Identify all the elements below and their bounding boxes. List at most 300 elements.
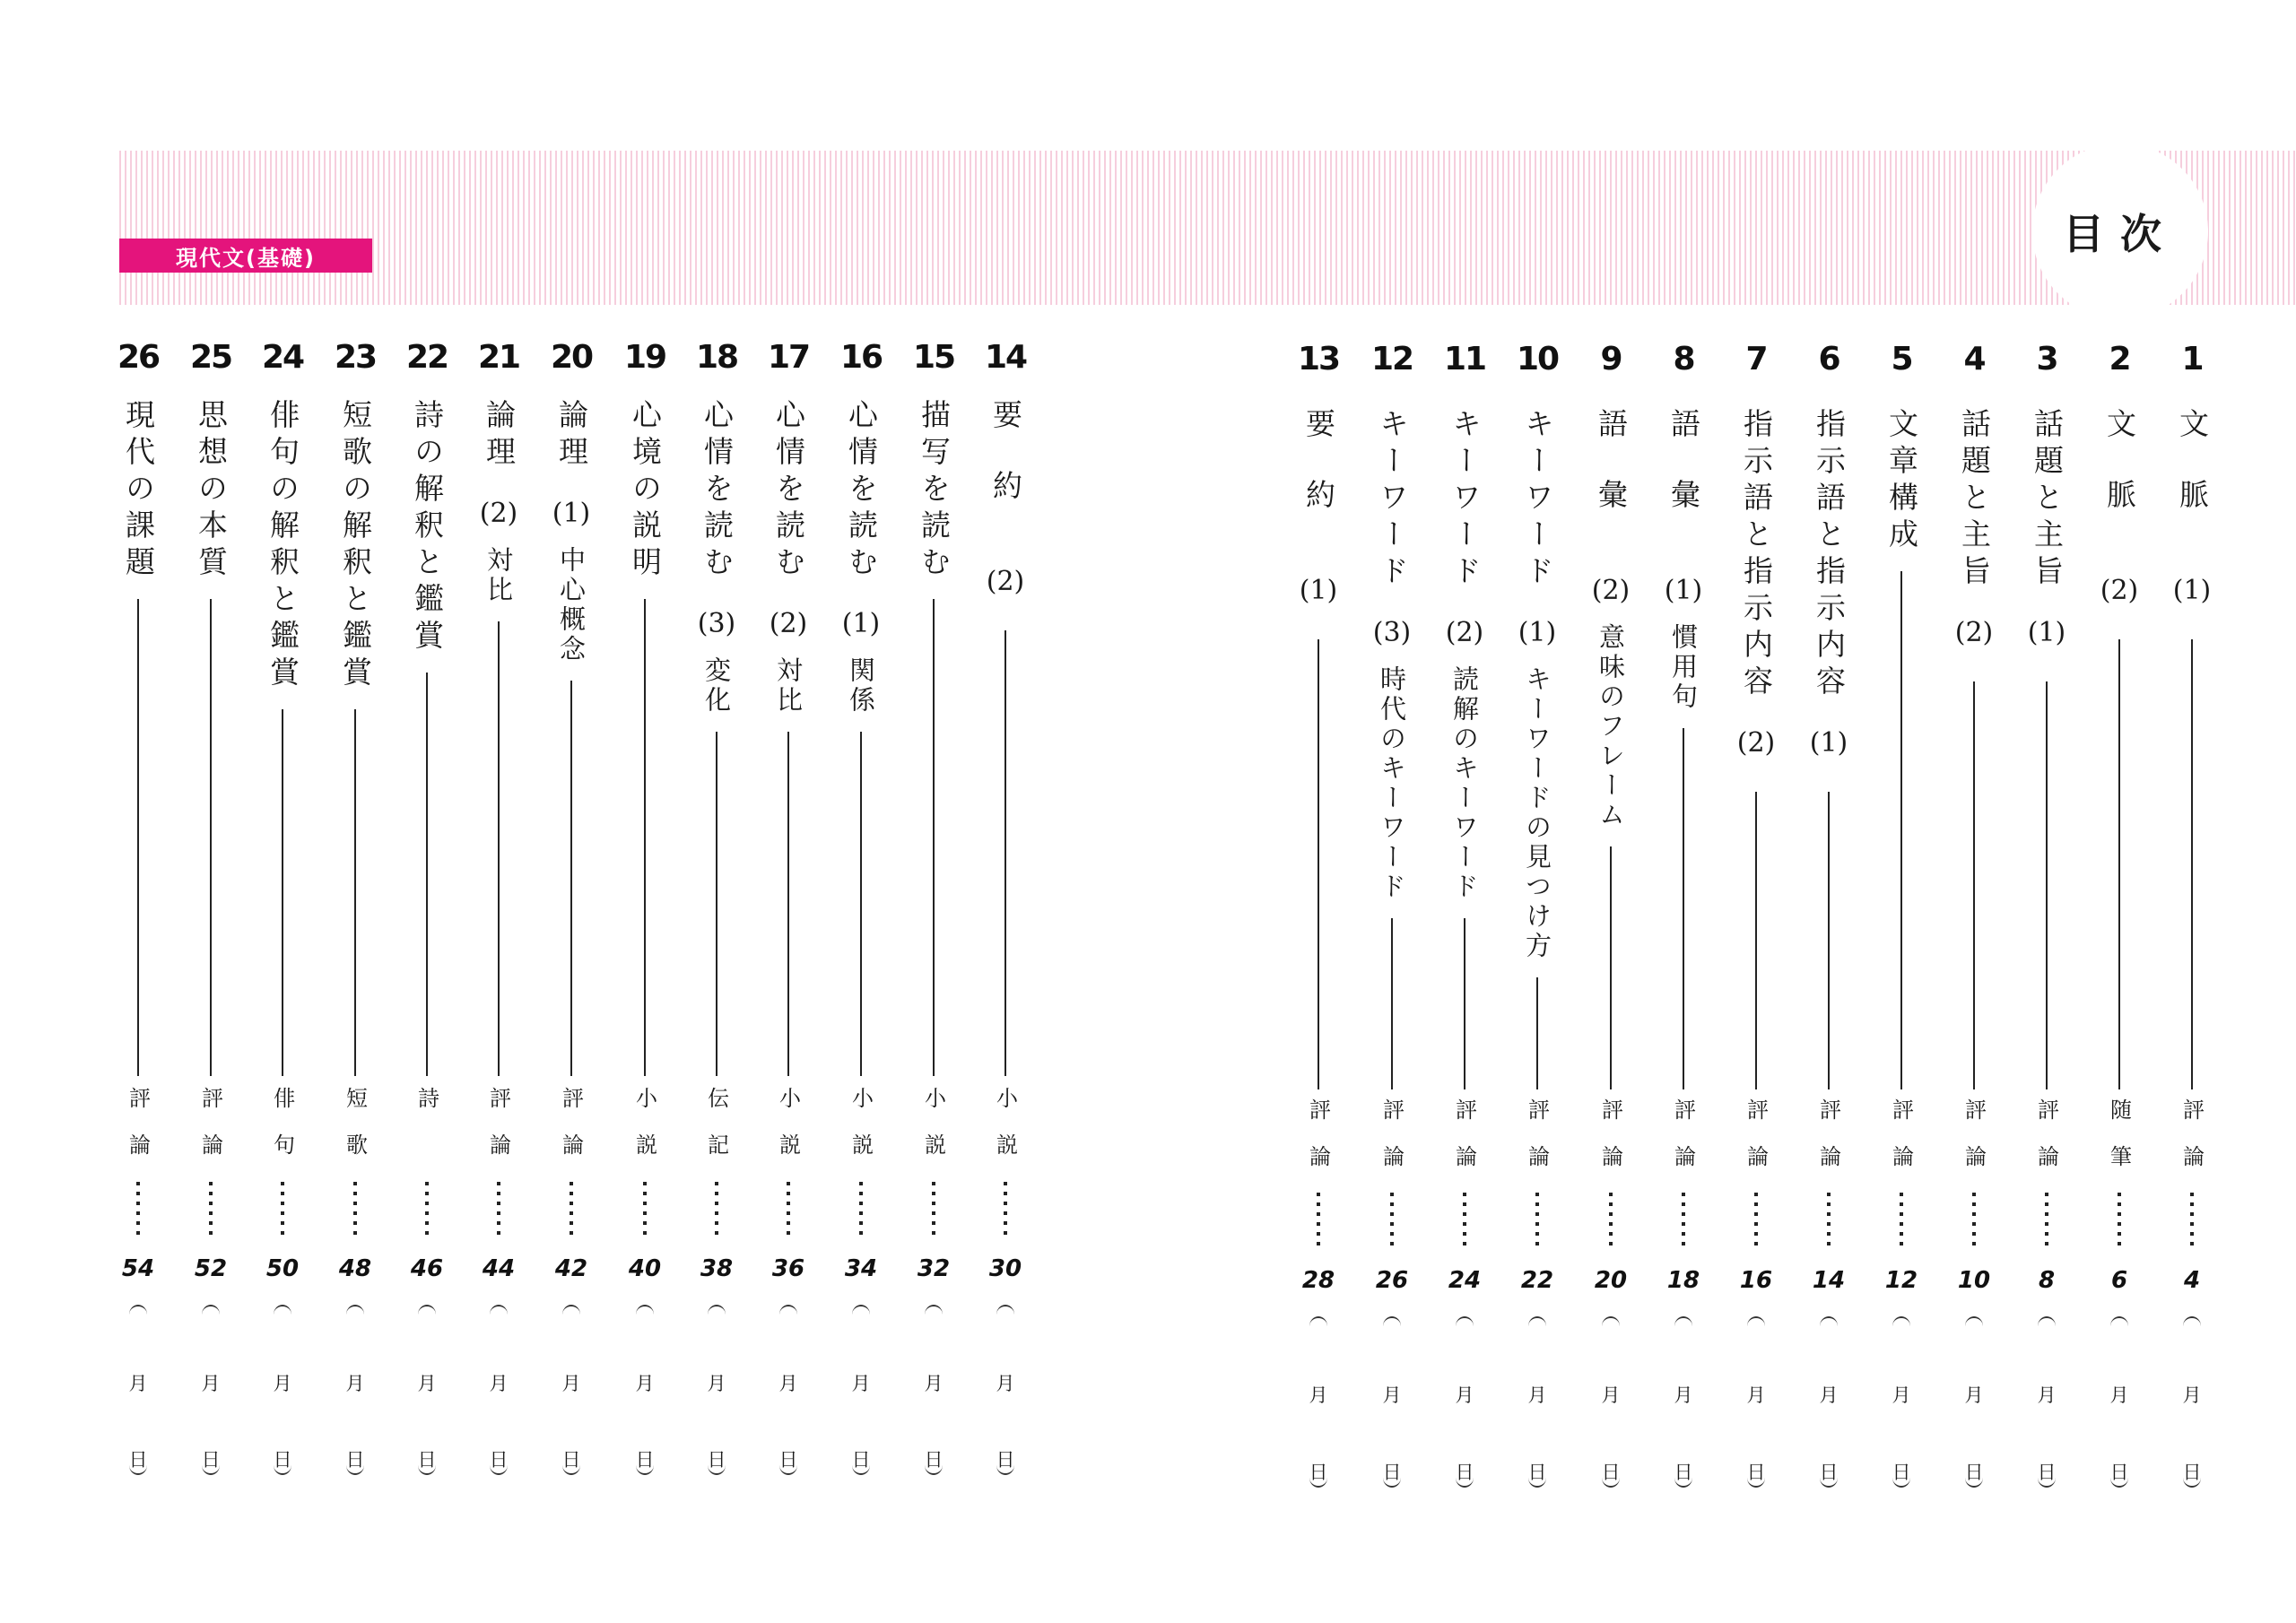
lesson-title: 心境の説明 bbox=[628, 399, 663, 583]
genre-label: 小説 bbox=[775, 1087, 801, 1180]
page-number[interactable]: 52 bbox=[194, 1255, 228, 1282]
month-label: 月 bbox=[1674, 1384, 1693, 1406]
date-bracket-close bbox=[129, 1465, 147, 1475]
lesson-part-number: (1) bbox=[552, 498, 591, 529]
day-label: 日 bbox=[1892, 1462, 1911, 1483]
page-number[interactable]: 6 bbox=[2110, 1267, 2128, 1294]
leader-line bbox=[2046, 681, 2048, 1089]
leader-line bbox=[210, 599, 212, 1076]
lesson-part-number: (1) bbox=[1518, 617, 1557, 648]
lesson-title: 要約 bbox=[1301, 408, 1336, 550]
day-label: 日 bbox=[2037, 1462, 2057, 1483]
date-bracket-open bbox=[418, 1305, 436, 1315]
date-bracket-open bbox=[1965, 1316, 1983, 1326]
toc-entry-17[interactable] bbox=[752, 0, 824, 1524]
leader-line bbox=[1536, 977, 1538, 1089]
genre-label: 評論 bbox=[1524, 1098, 1550, 1192]
genre-label: 評論 bbox=[1815, 1098, 1841, 1192]
lesson-title-block bbox=[1720, 408, 1792, 776]
lesson-title: 心情を読む bbox=[844, 399, 879, 583]
date-bracket-open bbox=[1674, 1316, 1692, 1326]
date-bracket-close bbox=[1383, 1478, 1401, 1488]
lesson-title-block bbox=[1866, 408, 1937, 555]
toc-entry-4[interactable] bbox=[1938, 0, 2010, 1524]
page-number[interactable]: 12 bbox=[1884, 1267, 1918, 1294]
lesson-title-block bbox=[752, 399, 824, 716]
leader-line bbox=[1391, 918, 1393, 1089]
month-label: 月 bbox=[1527, 1384, 1547, 1406]
leader-line bbox=[2118, 639, 2120, 1089]
date-bracket-open bbox=[2110, 1316, 2128, 1326]
leader-line bbox=[1828, 792, 1830, 1089]
genre-label: 評論 bbox=[197, 1087, 223, 1180]
date-bracket-open bbox=[202, 1305, 220, 1315]
lesson-number: 16 bbox=[839, 339, 883, 376]
month-label: 月 bbox=[417, 1373, 437, 1394]
date-bracket-close bbox=[418, 1465, 436, 1475]
toc-entry-16[interactable] bbox=[825, 0, 897, 1524]
month-label: 月 bbox=[924, 1373, 944, 1394]
lesson-number: 15 bbox=[912, 339, 955, 376]
lesson-number: 9 bbox=[1600, 341, 1622, 378]
lesson-title-block bbox=[2083, 408, 2155, 623]
page-number[interactable]: 44 bbox=[482, 1255, 516, 1282]
genre-label: 俳句 bbox=[269, 1087, 295, 1180]
lesson-part-number: (1) bbox=[2027, 617, 2066, 648]
leader-line bbox=[1755, 792, 1757, 1089]
date-bracket-close bbox=[490, 1465, 508, 1475]
toc-entry-5[interactable] bbox=[1866, 0, 1937, 1524]
lesson-part-number: (2) bbox=[986, 566, 1025, 597]
genre-label: 小説 bbox=[631, 1087, 657, 1180]
lesson-number: 1 bbox=[2181, 341, 2203, 378]
date-bracket-open bbox=[274, 1305, 291, 1315]
lesson-part-number: (2) bbox=[479, 498, 518, 529]
leader-dots bbox=[1463, 1193, 1466, 1246]
page-number[interactable]: 28 bbox=[1301, 1267, 1335, 1294]
day-label: 日 bbox=[1601, 1462, 1621, 1483]
page-number[interactable]: 16 bbox=[1739, 1267, 1773, 1294]
genre-label: 短歌 bbox=[342, 1087, 368, 1180]
page-number[interactable]: 8 bbox=[2038, 1267, 2056, 1294]
lesson-title: 現代の課題 bbox=[121, 399, 156, 583]
leader-dots bbox=[570, 1182, 573, 1236]
page-number[interactable]: 50 bbox=[265, 1255, 300, 1282]
leader-line bbox=[1900, 571, 1902, 1089]
leader-line bbox=[1610, 846, 1612, 1089]
date-bracket-close bbox=[636, 1465, 654, 1475]
date-bracket-open bbox=[708, 1305, 726, 1315]
leader-dots bbox=[353, 1182, 357, 1236]
leader-dots bbox=[859, 1182, 863, 1236]
date-bracket-open bbox=[346, 1305, 364, 1315]
day-label: 日 bbox=[1309, 1462, 1328, 1483]
page-title: 目次 bbox=[2032, 143, 2208, 319]
lesson-title: 詩の解釈と鑑賞 bbox=[410, 399, 445, 656]
leader-line bbox=[860, 732, 862, 1076]
day-label: 日 bbox=[417, 1449, 437, 1471]
page-number[interactable]: 46 bbox=[410, 1255, 444, 1282]
date-bracket-close bbox=[779, 1465, 797, 1475]
lesson-part-number: (1) bbox=[1299, 575, 1338, 606]
page-number[interactable]: 26 bbox=[1375, 1267, 1409, 1294]
genre-label: 評論 bbox=[558, 1087, 584, 1180]
day-label: 日 bbox=[1527, 1462, 1547, 1483]
lesson-part-number: (1) bbox=[1664, 575, 1703, 606]
lesson-part-number: (2) bbox=[2100, 575, 2139, 606]
lesson-title: 俳句の解釈と鑑賞 bbox=[265, 399, 300, 693]
leader-dots bbox=[2045, 1193, 2048, 1246]
genre-label: 評論 bbox=[1888, 1098, 1914, 1192]
page-number[interactable]: 18 bbox=[1666, 1267, 1700, 1294]
date-bracket-close bbox=[2183, 1478, 2201, 1488]
page-number[interactable]: 48 bbox=[338, 1255, 372, 1282]
lesson-number: 8 bbox=[1673, 341, 1694, 378]
date-bracket-open bbox=[2038, 1316, 2056, 1326]
date-bracket-close bbox=[1309, 1478, 1327, 1488]
date-bracket-close bbox=[562, 1465, 580, 1475]
lesson-subtitle: 慣用句 bbox=[1668, 623, 1699, 712]
day-label: 日 bbox=[345, 1449, 365, 1471]
leader-line bbox=[1464, 918, 1465, 1089]
month-label: 月 bbox=[851, 1373, 871, 1394]
page-number[interactable]: 20 bbox=[1594, 1267, 1628, 1294]
day-label: 日 bbox=[1746, 1462, 1766, 1483]
date-bracket-close bbox=[346, 1465, 364, 1475]
leader-dots bbox=[1827, 1193, 1831, 1246]
lesson-number: 10 bbox=[1516, 341, 1559, 378]
genre-label: 評論 bbox=[1597, 1098, 1623, 1192]
lesson-part-number: (2) bbox=[1954, 617, 1994, 648]
day-label: 日 bbox=[996, 1449, 1015, 1471]
lesson-title-block bbox=[898, 399, 970, 583]
lesson-title: 論理 bbox=[482, 399, 517, 473]
lesson-part-number: (2) bbox=[1591, 575, 1631, 606]
month-label: 月 bbox=[489, 1373, 509, 1394]
toc-entry-12[interactable] bbox=[1356, 0, 1428, 1524]
month-label: 月 bbox=[635, 1373, 655, 1394]
lesson-title-block bbox=[1793, 408, 1865, 776]
leader-dots bbox=[1682, 1193, 1685, 1246]
month-label: 月 bbox=[1746, 1384, 1766, 1406]
leader-line bbox=[1973, 681, 1975, 1089]
page-number[interactable]: 4 bbox=[2183, 1267, 2201, 1294]
leader-line bbox=[1004, 630, 1006, 1076]
date-bracket-close bbox=[1747, 1478, 1765, 1488]
leader-dots bbox=[1972, 1193, 1976, 1246]
leader-dots bbox=[425, 1182, 429, 1236]
month-label: 月 bbox=[1309, 1384, 1328, 1406]
lesson-subtitle: キーワードの見つけ方 bbox=[1522, 665, 1552, 961]
toc-entry-23[interactable] bbox=[319, 0, 391, 1524]
toc-entry-3[interactable] bbox=[2011, 0, 2083, 1524]
lesson-number: 5 bbox=[1891, 341, 1912, 378]
lesson-number: 2 bbox=[2109, 341, 2130, 378]
toc-entry-2[interactable] bbox=[2083, 0, 2155, 1524]
page-number[interactable]: 36 bbox=[771, 1255, 805, 1282]
leader-line bbox=[644, 599, 646, 1076]
genre-label: 評論 bbox=[1378, 1098, 1405, 1192]
date-bracket-close bbox=[274, 1465, 291, 1475]
leader-line bbox=[498, 621, 500, 1076]
toc-entry-6[interactable] bbox=[1793, 0, 1865, 1524]
leader-line bbox=[1683, 728, 1684, 1089]
leader-line bbox=[570, 681, 572, 1076]
genre-label: 随筆 bbox=[2106, 1098, 2132, 1192]
toc-entry-25[interactable] bbox=[175, 0, 247, 1524]
lesson-subtitle: 変化 bbox=[701, 656, 732, 716]
leader-dots bbox=[1390, 1193, 1394, 1246]
toc-entry-21[interactable] bbox=[463, 0, 535, 1524]
lesson-title-block bbox=[102, 399, 174, 583]
date-bracket-open bbox=[779, 1305, 797, 1315]
lesson-title-block bbox=[1938, 408, 2010, 665]
date-bracket-open bbox=[562, 1305, 580, 1315]
lesson-number: 23 bbox=[334, 339, 377, 376]
date-bracket-open bbox=[925, 1305, 943, 1315]
date-bracket-open bbox=[636, 1305, 654, 1315]
page-number[interactable]: 24 bbox=[1448, 1267, 1482, 1294]
lesson-subtitle: 中心概念 bbox=[556, 546, 587, 664]
genre-label: 評論 bbox=[1743, 1098, 1769, 1192]
toc-entry-1[interactable] bbox=[2156, 0, 2228, 1524]
lesson-subtitle: 意味のフレーム bbox=[1596, 623, 1626, 830]
month-label: 月 bbox=[273, 1373, 292, 1394]
genre-label: 評論 bbox=[1670, 1098, 1696, 1192]
toc-entry-20[interactable] bbox=[535, 0, 607, 1524]
month-label: 月 bbox=[561, 1373, 581, 1394]
lesson-title: キーワード bbox=[1520, 408, 1555, 592]
lesson-title: キーワード bbox=[1375, 408, 1410, 592]
leader-line bbox=[354, 709, 356, 1076]
date-bracket-close bbox=[925, 1465, 943, 1475]
lesson-title-block bbox=[970, 399, 1041, 614]
lesson-title: キーワード bbox=[1448, 408, 1483, 592]
page-number[interactable]: 34 bbox=[844, 1255, 878, 1282]
month-label: 月 bbox=[2109, 1384, 2129, 1406]
date-bracket-open bbox=[490, 1305, 508, 1315]
toc-entry-26[interactable] bbox=[102, 0, 174, 1524]
date-bracket-close bbox=[1892, 1478, 1910, 1488]
day-label: 日 bbox=[273, 1449, 292, 1471]
genre-label: 小説 bbox=[992, 1087, 1018, 1180]
lesson-title: 描写を読む bbox=[917, 399, 952, 583]
leader-dots bbox=[136, 1182, 140, 1236]
lesson-title-block bbox=[2011, 408, 2083, 665]
lesson-title: 文脈 bbox=[2102, 408, 2137, 550]
day-label: 日 bbox=[1674, 1462, 1693, 1483]
toc-entry-19[interactable] bbox=[609, 0, 681, 1524]
leader-dots bbox=[209, 1182, 213, 1236]
toc-entry-13[interactable] bbox=[1283, 0, 1354, 1524]
leader-line bbox=[716, 732, 718, 1076]
leader-dots bbox=[2118, 1193, 2121, 1246]
month-label: 月 bbox=[201, 1373, 221, 1394]
day-label: 日 bbox=[2182, 1462, 2202, 1483]
toc-entry-7[interactable] bbox=[1720, 0, 1792, 1524]
lesson-title: 思想の本質 bbox=[194, 399, 229, 583]
page-number[interactable]: 54 bbox=[121, 1255, 155, 1282]
leader-dots bbox=[2190, 1193, 2194, 1246]
leader-dots bbox=[787, 1182, 790, 1236]
page-number[interactable]: 40 bbox=[628, 1255, 662, 1282]
page-number[interactable]: 38 bbox=[700, 1255, 734, 1282]
date-bracket-close bbox=[2110, 1478, 2128, 1488]
leader-line bbox=[137, 599, 139, 1076]
toc-entry-9[interactable] bbox=[1575, 0, 1647, 1524]
leader-dots bbox=[281, 1182, 284, 1236]
toc-entry-24[interactable] bbox=[247, 0, 318, 1524]
lesson-title: 短歌の解釈と鑑賞 bbox=[338, 399, 373, 693]
lesson-title-block bbox=[2156, 408, 2228, 623]
genre-label: 詩 bbox=[413, 1087, 439, 1133]
lesson-number: 25 bbox=[189, 339, 232, 376]
subject-badge: 現代文(基礎) bbox=[119, 239, 372, 273]
toc-entry-8[interactable] bbox=[1648, 0, 1719, 1524]
page-number[interactable]: 42 bbox=[554, 1255, 588, 1282]
lesson-title-block bbox=[319, 399, 391, 693]
lesson-part-number: (3) bbox=[1372, 617, 1412, 648]
lesson-title: 話題と主旨 bbox=[2030, 408, 2065, 592]
date-bracket-open bbox=[1456, 1316, 1474, 1326]
date-bracket-open bbox=[1820, 1316, 1838, 1326]
date-bracket-open bbox=[1892, 1316, 1910, 1326]
month-label: 月 bbox=[2037, 1384, 2057, 1406]
toc-entry-18[interactable] bbox=[681, 0, 752, 1524]
page-number[interactable]: 32 bbox=[917, 1255, 951, 1282]
page-number[interactable]: 10 bbox=[1957, 1267, 1991, 1294]
month-label: 月 bbox=[1382, 1384, 1402, 1406]
day-label: 日 bbox=[1964, 1462, 1984, 1483]
lesson-number: 17 bbox=[767, 339, 810, 376]
month-label: 月 bbox=[778, 1373, 798, 1394]
date-bracket-close bbox=[2038, 1478, 2056, 1488]
lesson-title: 要約 bbox=[988, 399, 1023, 541]
lesson-part-number: (1) bbox=[2172, 575, 2212, 606]
toc-entry-15[interactable] bbox=[898, 0, 970, 1524]
leader-line bbox=[2191, 639, 2193, 1089]
lesson-number: 4 bbox=[1963, 341, 1985, 378]
date-bracket-close bbox=[996, 1465, 1014, 1475]
month-label: 月 bbox=[707, 1373, 726, 1394]
genre-label: 評論 bbox=[1451, 1098, 1477, 1192]
lesson-title-block bbox=[609, 399, 681, 583]
date-bracket-close bbox=[202, 1465, 220, 1475]
toc-entry-14[interactable] bbox=[970, 0, 1041, 1524]
genre-label: 評論 bbox=[1961, 1098, 1987, 1192]
date-bracket-close bbox=[1602, 1478, 1620, 1488]
genre-label: 伝記 bbox=[703, 1087, 729, 1180]
lesson-title: 指示語と指示内容 bbox=[1739, 408, 1774, 702]
lesson-subtitle: 対比 bbox=[773, 656, 804, 716]
date-bracket-open bbox=[2183, 1316, 2201, 1326]
lesson-title-block bbox=[1575, 408, 1647, 830]
month-label: 月 bbox=[2182, 1384, 2202, 1406]
day-label: 日 bbox=[1455, 1462, 1474, 1483]
lesson-title-block bbox=[535, 399, 607, 664]
leader-dots bbox=[1004, 1182, 1007, 1236]
lesson-title-block bbox=[1648, 408, 1719, 712]
month-label: 月 bbox=[1601, 1384, 1621, 1406]
lesson-number: 13 bbox=[1297, 341, 1340, 378]
lesson-part-number: (2) bbox=[1445, 617, 1484, 648]
month-label: 月 bbox=[1892, 1384, 1911, 1406]
date-bracket-close bbox=[1820, 1478, 1838, 1488]
date-bracket-close bbox=[1456, 1478, 1474, 1488]
day-label: 日 bbox=[924, 1449, 944, 1471]
month-label: 月 bbox=[996, 1373, 1015, 1394]
lesson-subtitle: 対比 bbox=[483, 546, 514, 605]
genre-label: 評論 bbox=[2179, 1098, 2205, 1192]
lesson-number: 18 bbox=[695, 339, 738, 376]
leader-dots bbox=[1317, 1193, 1320, 1246]
toc-entry-22[interactable] bbox=[391, 0, 463, 1524]
leader-line bbox=[933, 599, 935, 1076]
date-bracket-close bbox=[852, 1465, 870, 1475]
genre-label: 小説 bbox=[848, 1087, 874, 1180]
leader-dots bbox=[1754, 1193, 1758, 1246]
date-bracket-close bbox=[1528, 1478, 1546, 1488]
lesson-title-block bbox=[463, 399, 535, 605]
lesson-number: 3 bbox=[2036, 341, 2057, 378]
day-label: 日 bbox=[1819, 1462, 1839, 1483]
date-bracket-open bbox=[1383, 1316, 1401, 1326]
lesson-subtitle: 読解のキーワード bbox=[1449, 665, 1480, 902]
lesson-title: 文章構成 bbox=[1884, 408, 1919, 555]
lesson-subtitle: 時代のキーワード bbox=[1377, 665, 1407, 902]
month-label: 月 bbox=[1819, 1384, 1839, 1406]
page-number[interactable]: 30 bbox=[988, 1255, 1022, 1282]
lesson-number: 21 bbox=[477, 339, 520, 376]
lesson-title: 語彙 bbox=[1666, 408, 1701, 550]
toc-entry-10[interactable] bbox=[1501, 0, 1573, 1524]
month-label: 月 bbox=[1455, 1384, 1474, 1406]
leader-dots bbox=[643, 1182, 647, 1236]
month-label: 月 bbox=[128, 1373, 148, 1394]
toc-entry-11[interactable] bbox=[1429, 0, 1500, 1524]
date-bracket-open bbox=[1309, 1316, 1327, 1326]
lesson-number: 12 bbox=[1370, 341, 1413, 378]
lesson-number: 22 bbox=[405, 339, 448, 376]
lesson-number: 26 bbox=[117, 339, 160, 376]
lesson-title: 文脈 bbox=[2175, 408, 2210, 550]
day-label: 日 bbox=[561, 1449, 581, 1471]
lesson-part-number: (1) bbox=[841, 608, 881, 639]
lesson-title: 心情を読む bbox=[771, 399, 806, 583]
day-label: 日 bbox=[201, 1449, 221, 1471]
leader-line bbox=[426, 673, 428, 1076]
leader-dots bbox=[715, 1182, 718, 1236]
lesson-part-number: (3) bbox=[697, 608, 736, 639]
lesson-title-block bbox=[391, 399, 463, 656]
leader-line bbox=[282, 709, 283, 1076]
lesson-number: 14 bbox=[984, 339, 1027, 376]
genre-label: 評論 bbox=[2033, 1098, 2059, 1192]
lesson-part-number: (1) bbox=[1809, 727, 1848, 759]
leader-dots bbox=[1535, 1193, 1539, 1246]
day-label: 日 bbox=[1382, 1462, 1402, 1483]
month-label: 月 bbox=[1964, 1384, 1984, 1406]
lesson-number: 7 bbox=[1745, 341, 1767, 378]
genre-label: 小説 bbox=[920, 1087, 946, 1180]
page-number[interactable]: 14 bbox=[1812, 1267, 1846, 1294]
day-label: 日 bbox=[778, 1449, 798, 1471]
page-number[interactable]: 22 bbox=[1520, 1267, 1554, 1294]
leader-dots bbox=[1609, 1193, 1613, 1246]
lesson-title-block bbox=[1283, 408, 1354, 623]
lesson-title-block bbox=[175, 399, 247, 583]
lesson-title-block bbox=[1501, 408, 1573, 961]
